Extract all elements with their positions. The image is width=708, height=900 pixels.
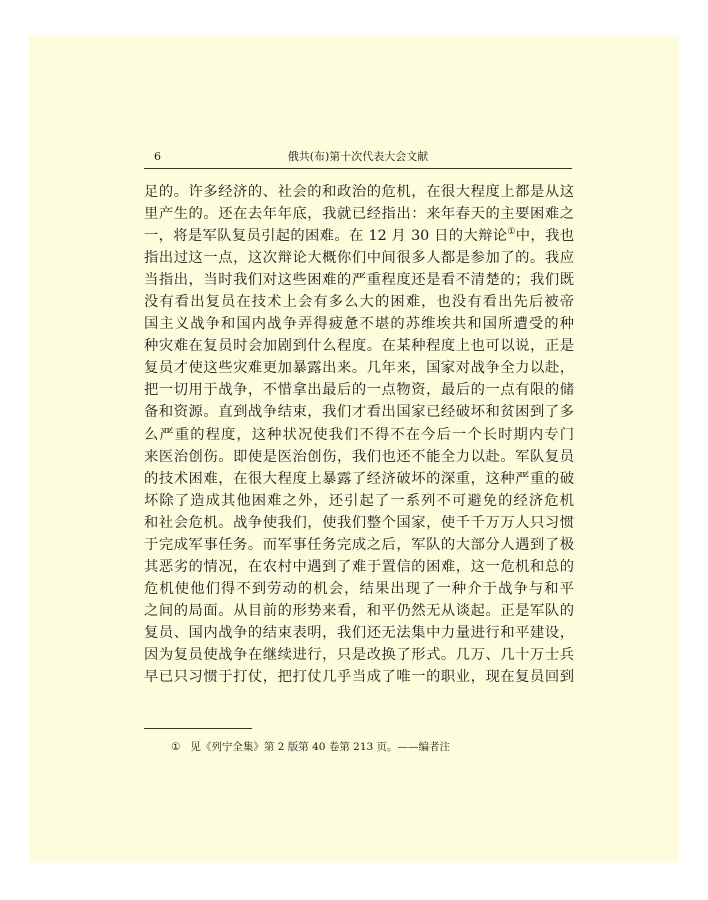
footnote-rule xyxy=(144,728,252,729)
text-line: 早已只习惯于打仗，把打仗几乎当成了唯一的职业，现在复员回到 xyxy=(144,669,574,686)
text-line: 危机使他们得不到劳动的机会，结果出现了一种介于战争与和平 xyxy=(144,580,574,597)
text-line: 和社会危机。战争使我们，使我们整个国家，使千千万万人只习惯 xyxy=(144,514,574,531)
footnote-reference[interactable]: ① xyxy=(507,227,516,238)
text-line: 坏除了造成其他困难之外，还引起了一系列不可避免的经济危机 xyxy=(144,492,574,509)
text-line: 里产生的。还在去年年底，我就已经指出：来年春天的主要困难之 xyxy=(144,206,574,223)
text-line: 指出过这一点，这次辩论大概你们中间很多人都是参加了的。我应 xyxy=(144,250,574,267)
text-line: 国主义战争和国内战争弄得疲惫不堪的苏维埃共和国所遭受的种 xyxy=(144,316,574,333)
footnote xyxy=(171,740,450,754)
footnote-text: 见《列宁全集》第 2 版第 40 卷第 213 页。——编者注 xyxy=(190,741,451,753)
text-line-with-note xyxy=(144,225,574,247)
footnote-marker: ① xyxy=(171,741,181,753)
text-line: 足的。许多经济的、社会的和政治的危机，在很大程度上都是从这 xyxy=(144,184,574,200)
text-line: 没有看出复员在技术上会有多么大的困难，也没有看出先后被帝 xyxy=(144,294,574,311)
text-line: 因为复员使战争在继续进行，只是改换了形式。几万、几十万士兵 xyxy=(144,646,574,663)
text-line: 当指出，当时我们对这些困难的严重程度还是看不清楚的；我们既 xyxy=(144,272,574,289)
page-number: 6 xyxy=(154,150,161,163)
body-text xyxy=(144,181,574,688)
text-line: 备和资源。直到战争结束，我们才看出国家已经破坏和贫困到了多 xyxy=(144,404,574,421)
running-header xyxy=(144,150,572,166)
text-line: 复员才使这些灾难更加暴露出来。几年来，国家对战争全力以赴， xyxy=(144,360,574,377)
text-line: 来医治创伤。即使是医治创伤，我们也还不能全力以赴。军队复员 xyxy=(144,448,574,465)
text-line: 于完成军事任务。而军事任务完成之后，军队的大部分人遇到了极 xyxy=(144,536,574,553)
header-rule xyxy=(144,168,572,169)
text-line: 种灾难在复员时会加剧到什么程度。在某种程度上也可以说，正是 xyxy=(144,338,574,355)
text-line: 其恶劣的情况，在农村中遇到了难于置信的困难，这一危机和总的 xyxy=(144,558,574,575)
running-title: 俄共(布)第十次代表大会文献 xyxy=(287,150,429,163)
text-line: 把一切用于战争，不惜拿出最后的一点物资，最后的一点有限的储 xyxy=(144,382,574,399)
text-line-segment: 一，将是军队复员引起的困难。在 12 月 30 日的大辩论 xyxy=(144,228,508,245)
text-line: 复员、国内战争的结束表明，我们还无法集中力量进行和平建设， xyxy=(144,624,574,641)
text-line-segment: 中，我也 xyxy=(515,228,575,245)
text-line: 么严重的程度，这种状况使我们不得不在今后一个长时期内专门 xyxy=(144,426,574,443)
text-line: 之间的局面。从目前的形势来看，和平仍然无从谈起。正是军队的 xyxy=(144,602,574,619)
text-line: 的技术困难，在很大程度上暴露了经济破坏的深重，这种严重的破 xyxy=(144,470,574,487)
